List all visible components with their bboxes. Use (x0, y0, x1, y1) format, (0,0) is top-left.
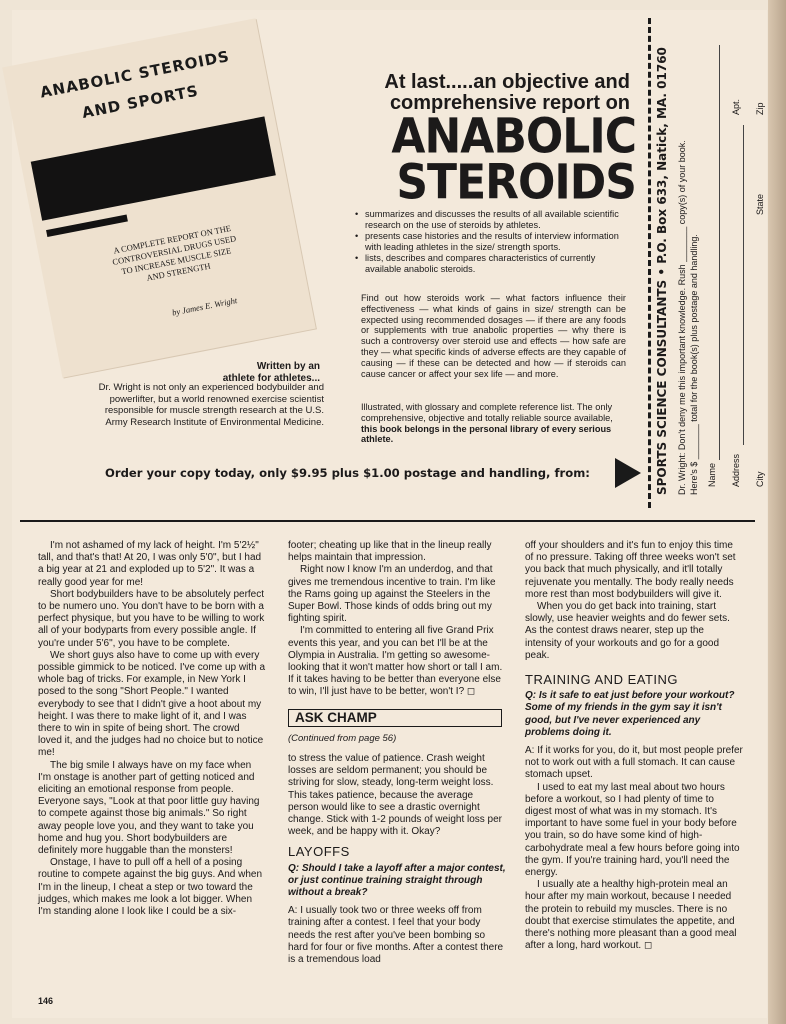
page-spine-shadow (768, 0, 786, 1024)
coupon-company: SPORTS SCIENCE CONSULTANTS • P.O. Box 633, Natick, MA. 01760 (655, 47, 669, 495)
ad-title: ANABOLIC STEROIDS (391, 108, 636, 211)
article-column-2 (288, 540, 506, 966)
written-by-caption: Written by an athlete for athletes... (222, 361, 320, 384)
continued-note: (Continued from page 56) (288, 732, 397, 744)
paragraph: We short guys also have to come up with every possible gimmick to be noticed. I've come up with a whole bag of tricks. For example, in New York I posed to the song "Short People." I wanted everybody to see that I didn't give a hoot about my height. I was there to make light of it, and I was there to win in spite of being short. The crowd loved it, and the judges had no choice but to notice me! (38, 649, 266, 759)
ad-illustrated-text (361, 402, 626, 445)
ask-champ-heading: ASK CHAMP (288, 709, 502, 727)
paragraph: When you do get back into training, start slowly, use heavier weights and do fewer sets. As the contest draws nearer, step up the intensity of your workouts and go for a good peak. (525, 601, 730, 661)
coupon-apt-label: Apt. (731, 98, 741, 115)
book-cover-subtitle: A COMPLETE REPORT ON THE CONTROVERSIAL DRUGS USED TO INCREASE MUSCLE SIZE AND STRENGTH (111, 222, 237, 283)
answer: A: I usually took two or three weeks off from training after a contest. I feel that your body needs the rest after you've been bombing so hard for four or five months. After a contest there is a tremendous load (288, 905, 504, 966)
paragraph: I'm committed to entering all five Grand Prix events this year, and you can bet I'll be at the Olympia in Australia. I'm getting so awesome-looking that it won't matter how short or tall I am. If it takes having to be better than everyone else to win, I'll just have to be better, won't I? ◻ (288, 625, 503, 698)
article-column-3 (525, 540, 743, 953)
author-bio: Dr. Wright is not only an experienced bodybuilder and powerlifter, but a world renowned exercise scientist responsible for muscle strength research at the U.S. Army Research Institute of Environmental Medicine. (98, 382, 324, 428)
page-number: 146 (38, 996, 54, 1006)
ad-headline: At last.....an objective and comprehensive report on (384, 71, 630, 114)
question: Q: Should I take a layoff after a major contest, or just continue training straight through without a break? (288, 862, 506, 899)
layoffs-heading: LAYOFFS (288, 844, 350, 860)
ad-bullet: • presents case histories and the results of interview information with leading athletes in the size/ strength sports. (355, 231, 627, 252)
training-heading: TRAINING AND EATING (525, 672, 678, 688)
paragraph: I'm not ashamed of my lack of height. I'm 5'2½" tall, and that's that! At 20, I was only 5'0", but I had a big year at 21 and exploded up to 5'2". It was a really good year for me! (38, 540, 262, 588)
section-divider (20, 520, 755, 522)
paragraph: The big smile I always have on my face when I'm onstage is another part of getting noticed and eliciting an emotional response from people. Everyone says, "Look at that poor little guy having to compete against those big animals." So right away people love you, and they want to take you home and hug you. Short bodybuilders are definitely more huggable than the monsters! (38, 759, 260, 857)
coupon-line-1: Dr. Wright: Don't deny me this important knowledge. Rush _______ copy(s) of your book. (677, 140, 687, 495)
ad-bullet-list (355, 209, 627, 275)
coupon-city-label: City (755, 471, 765, 487)
paragraph: I usually ate a healthy high-protein meal an hour after my main workout, because I needed the protein to rebuild my muscles. There is no doubt that exercise stimulates the appetite, and there's nothing more pleasant than a good meal after a long, hard workout. ◻ (525, 879, 737, 952)
coupon-zip-label: Zip (755, 102, 765, 115)
paragraph: Onstage, I have to pull off a hell of a posing routine to compete against the big guys. And when I'm in the lineup, I cheat a step or two toward the judges, which makes me look a lot bigger. When I'm standing alone I look like I could be a six- (38, 857, 263, 918)
coupon-line-2: Here's $ _______ total for the book(s) plus postage and handling. (689, 234, 699, 495)
question: Q: Is it safe to eat just before your workout? Some of my friends in the gym say it isn't good, but I've never experienced any problems doing it. (525, 690, 735, 738)
order-line: Order your copy today, only $9.95 plus $1.00 postage and handling, from: (105, 466, 590, 480)
ad-findout-text: Find out how steroids work — what factors influence their effectiveness — what kinds of gains in size/ strength can be expected using recommended dosages — if there are any foods or supplements with true anabolic properties — why there is such a controversy over steroid use and effects — how safe are they — what specific kinds of adverse effects are they capable of causing — if these can be detected and how — if steroids can cause cancer or affect your sex life — and more. (361, 293, 626, 379)
book-cover-small-band (46, 214, 128, 237)
book-cover-author: by James E. Wright (171, 295, 238, 318)
book-cover-black-band (31, 116, 276, 220)
coupon-name-field[interactable] (719, 45, 720, 460)
paragraph: Short bodybuilders have to be absolutely perfect to be numero uno. You don't have to be born with a perfect physique, but you have to be willing to work all of your bodyparts from every possible angle. If you're under 5'6", you have to be complete. (38, 588, 265, 649)
paragraph: footer; cheating up like that in the lineup really helps maintain that impression. (288, 540, 492, 564)
coupon-name-label: Name (707, 462, 717, 487)
paragraph: Right now I know I'm an underdog, and that gives me tremendous incentive to train. I'm like the Rams going up against the Steelers in the Super Bowl. Those kinds of odds bring out my fighting spirit. (288, 564, 496, 625)
ad-bullet: • summarizes and discusses the results of all available scientific research on the use of steroids by athletes. (355, 209, 627, 230)
paragraph: to stress the value of patience. Crash weight losses are seldom permanent; you should be striving for slow, steady, long-term weight loss. This takes patience, because the average person would like to see a drastic overnight change. Stick with 1-2 pounds of weight loss per week, and be happy with it. Okay? (288, 753, 503, 838)
ad-bullet: • lists, describes and compares characteristics of currently available anabolic steroids. (355, 253, 627, 274)
coupon-state-label: State (755, 193, 765, 215)
book-cover-title: ANABOLIC STEROIDS AND SPORTS (38, 47, 232, 122)
ad-illustrated-plain: Illustrated, with glossary and complete reference list. The only comprehensive, objective and totally reliable source available, (361, 402, 613, 423)
paragraph: off your shoulders and it's fun to enjoy this time of no pressure. Taking off three weeks won't set you back that much physically, and it'll totally rejuvenate you mentally. The body really needs more rest than most bodybuilders will give it. (525, 540, 736, 600)
ad-illustrated-bold: this book belongs in the personal library of every serious athlete. (361, 423, 612, 445)
coupon-address-field[interactable] (743, 125, 744, 445)
paragraph: I used to eat my last meal about two hours before a workout, so I had plenty of time to digest most of what was in my stomach. It's important to have some fuel in your body before you train, so do have some kind of high-carbohydrate meal a few hours before going into the gym. If you're training hard, you'll need the energy. (525, 781, 740, 879)
article-column-1 (38, 540, 266, 918)
answer: A: If it works for you, do it, but most people prefer not to work out with a full stomach. It can cause stomach upset. (525, 745, 743, 781)
coupon-cut-line (648, 18, 651, 508)
coupon-address-label: Address (731, 453, 741, 487)
